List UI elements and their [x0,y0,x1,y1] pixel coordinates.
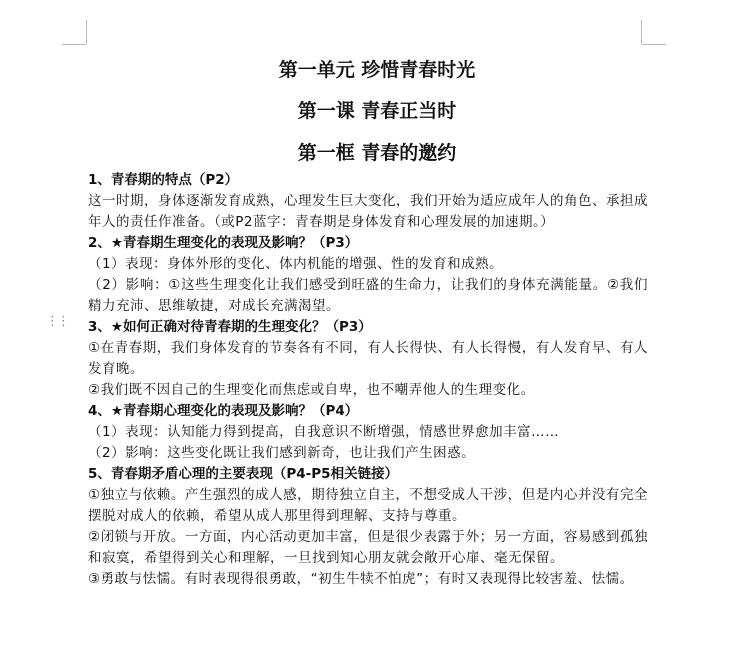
section-heading: 4、★青春期心理变化的表现及影响？（P4） [88,403,359,419]
crop-mark-top-left [62,44,86,45]
paragraph: （2）影响：①这些生理变化让我们感受到旺盛的生命力，让我们的身体充满能量。②我们精力充沛、思维敏捷，对成长充满渴望。 [88,277,648,314]
section-heading: 5、青春期矛盾心理的主要表现（P4-P5相关链接） [88,466,399,482]
paragraph: （2）影响：这些变化既让我们感到新奇，也让我们产生困惑。 [88,445,476,461]
paragraph: （1）表现：身体外形的变化、体内机能的增强、性的发育和成熟。 [88,256,504,272]
paragraph: ②我们既不因自己的生理变化而焦虑或自卑，也不嘲弄他人的生理变化。 [88,382,535,398]
frame-title: 第一框 青春的邀约 [297,142,457,164]
paragraph: 这一时期，身体逐渐发育成熟，心理发生巨大变化，我们开始为适应成年人的角色、承担成年人的责任作准备。（或P2蓝字：青春期是身体发育和心理发展的加速期。） [88,193,648,230]
section-heading: 3、★如何正确对待青春期的生理变化？（P3） [88,319,372,335]
section-heading: 1、青春期的特点（P2） [88,172,239,188]
paragraph: （1）表现：认知能力得到提高，自我意识不断增强，情感世界愈加丰富…… [88,424,560,440]
drag-handle-icon[interactable]: ⋮⋮ [46,314,68,329]
paragraph: ①独立与依赖。产生强烈的成人感，期待独立自主，不想受成人干涉，但是内心并没有完全摆脱对成人的依赖，希望从成人那里得到理解、支持与尊重。 [88,487,648,524]
crop-mark-top-left [86,20,87,44]
crop-mark-top-right [641,20,642,44]
paragraph: ③勇敢与怯懦。有时表现得很勇敢，“初生牛犊不怕虎”；有时又表现得比较害羞、怯懦。 [88,571,634,587]
unit-title: 第一单元 珍惜青春时光 [278,59,476,81]
paragraph: ②闭锁与开放。一方面，内心活动更加丰富，但是很少表露于外；另一方面，容易感到孤独和寂寞，希望得到关心和理解，一旦找到知心朋友就会敞开心扉、毫无保留。 [88,529,648,566]
section-heading: 2、★青春期生理变化的表现及影响？（P3） [88,235,359,251]
document-body [88,170,648,590]
lesson-title: 第一课 青春正当时 [297,100,457,122]
crop-mark-top-right [642,44,666,45]
paragraph: ①在青春期，我们身体发育的节奏各有不同，有人长得快、有人长得慢，有人发育早、有人发育晚。 [88,340,648,377]
